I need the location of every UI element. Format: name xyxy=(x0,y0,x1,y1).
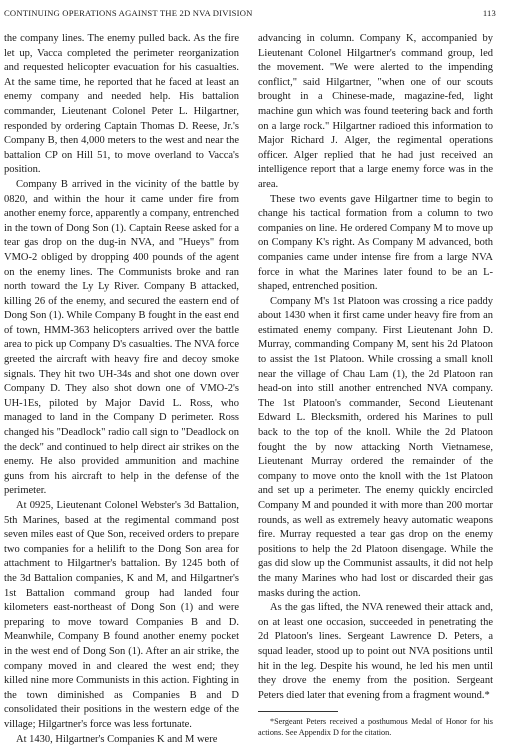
paragraph: Company M's 1st Platoon was crossing a rice paddy about 1430 when it first came under heavy fire from an estimated enemy company. First Lieutenant John D. Murray, commanding Company M, sent his 2d Platoon to assist the 1st Platoon. While crossing a small knoll near the village of Chau Lam (1), the 2d Platoon ran head-on into still another entrenched NVA company. The 1st Platoon's commander, Second Lieutenant Edward L. Blecksmith, ordered his Marines to pull back to the top of the knoll. While the 2d Platoon fought the by now attacking North Vietnamese, Lieutenant Murray ordered the remainder of the company to move onto the knoll with the 1st Platoon and set up a perimeter. The enemy quickly encircled Company M and pounded it with more than 200 mortar rounds, as well as extremely heavy automatic weapons fire. Murray requested a tear gas drop on the enemy positions to help the 2d Platoon disengage. While the gas did slow up the Communist assaults, it did not help the many Marines who had lost or discarded their gas masks during the action. xyxy=(258,295,493,601)
paragraph: As the gas lifted, the NVA renewed their attack and, on at least one occasion, succeeded in penetrating the 2d Platoon's lines. Sergeant Lawrence D. Peters, a squad leader, stood up to point out NVA positions until hit in the leg. Despite his wound, he led his men until they drove the enemy from the position. Sergeant Peters died later that evening from a fragment wound.* xyxy=(258,601,493,703)
footnote-divider xyxy=(258,711,338,712)
paragraph: Company B arrived in the vicinity of the battle by 0820, and within the hour it came under fire from another enemy force, apparently a company, entrenched in the town of Dong Son (1). Captain Reese asked for a tear gas drop on the dug-in NVA, and "Hueys" from VMO-2 obliged by dropping 400 pounds of the agent on the enemy lines. The Communists broke and ran north toward the Ly Ly River. Company B attacked, killing 26 of the enemy, and secured the eastern end of Dong Son (1). While Company B fought in the east end of town, HMM-363 helicopters arrived over the battle area to pick up Company D's casualties. The NVA force greeted the aircraft with heavy fire and decoy smoke signals. They hit two UH-34s and shot one down over Company D. They also shot down one of VMO-2's UH-1Es, piloted by Major David L. Ross, who managed to land in the Company D perimeter. Ross changed his "Deadlock" radio call sign to "Deadlock on the deck" and continued to help direct air strikes on the enemy. He also provided ammunition and machine guns from his aircraft to help in the defense of the perimeter. xyxy=(4,178,239,499)
right-column xyxy=(258,32,493,739)
paragraph: At 1430, Hilgartner's Companies K and M were xyxy=(4,733,239,747)
paragraph: At 0925, Lieutenant Colonel Webster's 3d Battalion, 5th Marines, based at the regimental command post seven miles east of Que Son, received orders to prepare two companies for a helilift to the Dong Son area for attachment to Hilgartner's battalion. By 1245 both of the 3d Battalion companies, K and M, and Hilgartner's 1st Battalion command group had landed four kilometers east-northeast of Dong Son (1) and were preparing to move toward Companies B and D. Meanwhile, Company B found another enemy pocket in the west end of Dong Son (1). After an air strike, the company moved in and cleared the west end; they killed nine more Communists in this action. Fighting in the town diminished as Companies B and D consolidated their positions in the western edge of the village; Hilgartner's force was less fortunate. xyxy=(4,499,239,733)
running-header xyxy=(4,8,496,22)
paragraph: advancing in column. Company K, accompanied by Lieutenant Colonel Hilgartner's command group, led the movement. "We were alerted to the impending conflict," said Hilgartner, "when one of our scouts brought in a Chinese-made, magazine-fed, light machine gun which was found teetering back and forth on a large rock." Hilgartner radioed this information to Major Richard J. Alger, the regimental operations officer. Alger replied that he had just received an intelligence report that a large enemy force was in the area. xyxy=(258,32,493,193)
footnote: *Sergeant Peters received a posthumous Medal of Honor for his actions. See Appendix D for the citation. xyxy=(258,717,493,739)
paragraph: the company lines. The enemy pulled back. As the fire let up, Vacca completed the perimeter reorganization and requested helicopter evacuation for his casualties. At the same time, he reported that he faced at least an enemy company and needed help. His battalion commander, Lieutenant Colonel Peter L. Hilgartner, responded by ordering Captain Thomas D. Reese, Jr.'s Company B, then 4,000 meters to the west and near the battalion CP on Hill 51, to move overland to Vacca's position. xyxy=(4,32,239,178)
left-column xyxy=(4,32,239,747)
page-number: 113 xyxy=(483,8,496,18)
paragraph: These two events gave Hilgartner time to begin to change his tactical formation from a column to two companies on line. He ordered Company M to move up on Company K's right. As Company M advanced, both companies came under intense fire from a large NVA force in what the Marines later found to be an L-shaped, entrenched position. xyxy=(258,193,493,295)
running-title: CONTINUING OPERATIONS AGAINST THE 2D NVA DIVISION xyxy=(4,8,253,18)
